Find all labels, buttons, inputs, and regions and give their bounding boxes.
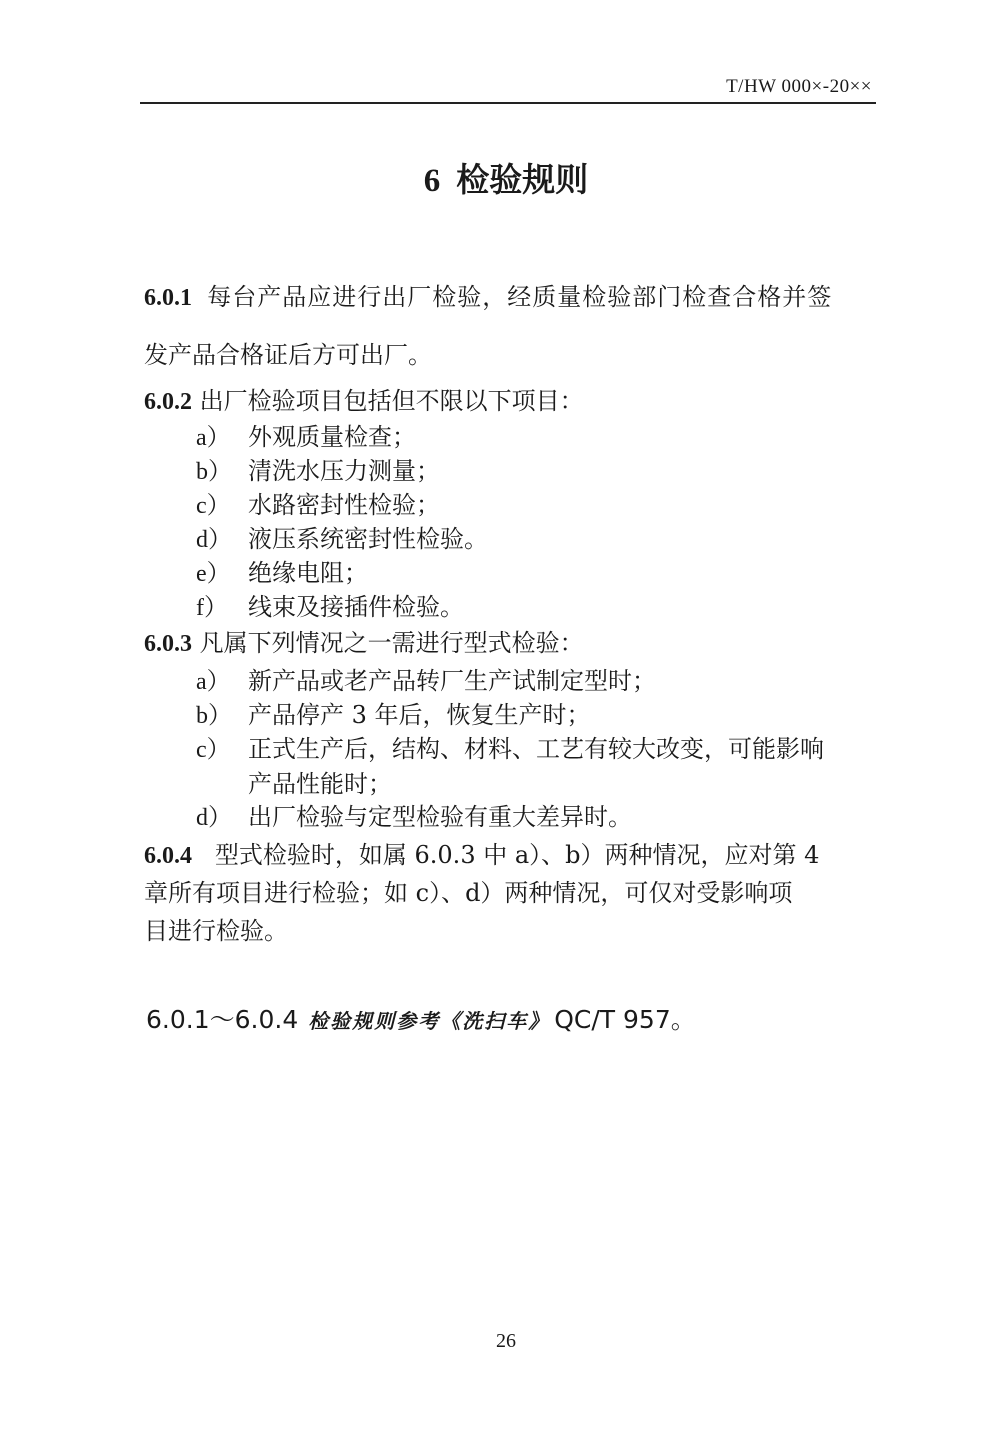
list-item: b） 产品停产 3 年后，恢复生产时； xyxy=(196,701,591,729)
clause-6-0-1-line1 xyxy=(144,280,872,315)
clause-number: 6.0.4 xyxy=(144,843,192,869)
document-code: T/HW 000×-20×× xyxy=(726,76,872,97)
list-item-continuation: 产品性能时； xyxy=(248,770,392,798)
clause-6-0-4-line1 xyxy=(144,838,872,873)
list-item: a） 外观质量检查； xyxy=(196,423,416,451)
list-item: d） 液压系统密封性检验。 xyxy=(196,525,488,553)
page-number: 26 xyxy=(496,1330,516,1352)
list-item: b） 清洗水压力测量； xyxy=(196,457,440,485)
note-text: 检验规则参考《洗扫车》 xyxy=(308,1009,551,1033)
list-item: c） 水路密封性检验； xyxy=(196,491,440,519)
clause-6-0-1-line2: 发产品合格证后方可出厂。 xyxy=(144,341,432,369)
clause-text: 每台产品应进行出厂检验，经质量检验部门检查合格并签 xyxy=(207,283,833,311)
list-item: d） 出厂检验与定型检验有重大差异时。 xyxy=(196,803,632,831)
clause-number: 6.0.3 xyxy=(144,631,192,657)
chapter-title-text: 检验规则 xyxy=(456,160,589,199)
list-item: f） 线束及接插件检验。 xyxy=(196,593,464,621)
clause-text: 型式检验时，如属 6.0.3 中 a）、b）两种情况，应对第 4 xyxy=(214,841,820,869)
list-item: a） 新产品或老产品转厂生产试制定型时； xyxy=(196,667,656,695)
chapter-title xyxy=(0,154,1000,201)
clause-intro: 凡属下列情况之一需进行型式检验： xyxy=(199,629,584,657)
chapter-number: 6 xyxy=(423,163,441,199)
clause-6-0-3 xyxy=(144,626,872,661)
header-divider xyxy=(140,102,876,104)
note-range: 6.0.1～6.0.4 xyxy=(146,1005,299,1034)
clause-6-0-2 xyxy=(144,384,872,419)
reference-note xyxy=(146,1002,696,1039)
list-item: e） 绝缘电阻； xyxy=(196,559,368,587)
clause-6-0-4-line2: 章所有项目进行检验；如 c）、d）两种情况，可仅对受影响项 xyxy=(144,879,793,907)
clause-6-0-4-line3: 目进行检验。 xyxy=(144,917,288,945)
clause-number: 6.0.1 xyxy=(144,285,192,311)
clause-intro: 出厂检验项目包括但不限以下项目： xyxy=(199,387,584,415)
list-item: c） 正式生产后，结构、材料、工艺有较大改变，可能影响 产品性能时； xyxy=(196,732,872,801)
clause-number: 6.0.2 xyxy=(144,389,192,415)
note-standard: QC/T 957。 xyxy=(554,1005,696,1034)
